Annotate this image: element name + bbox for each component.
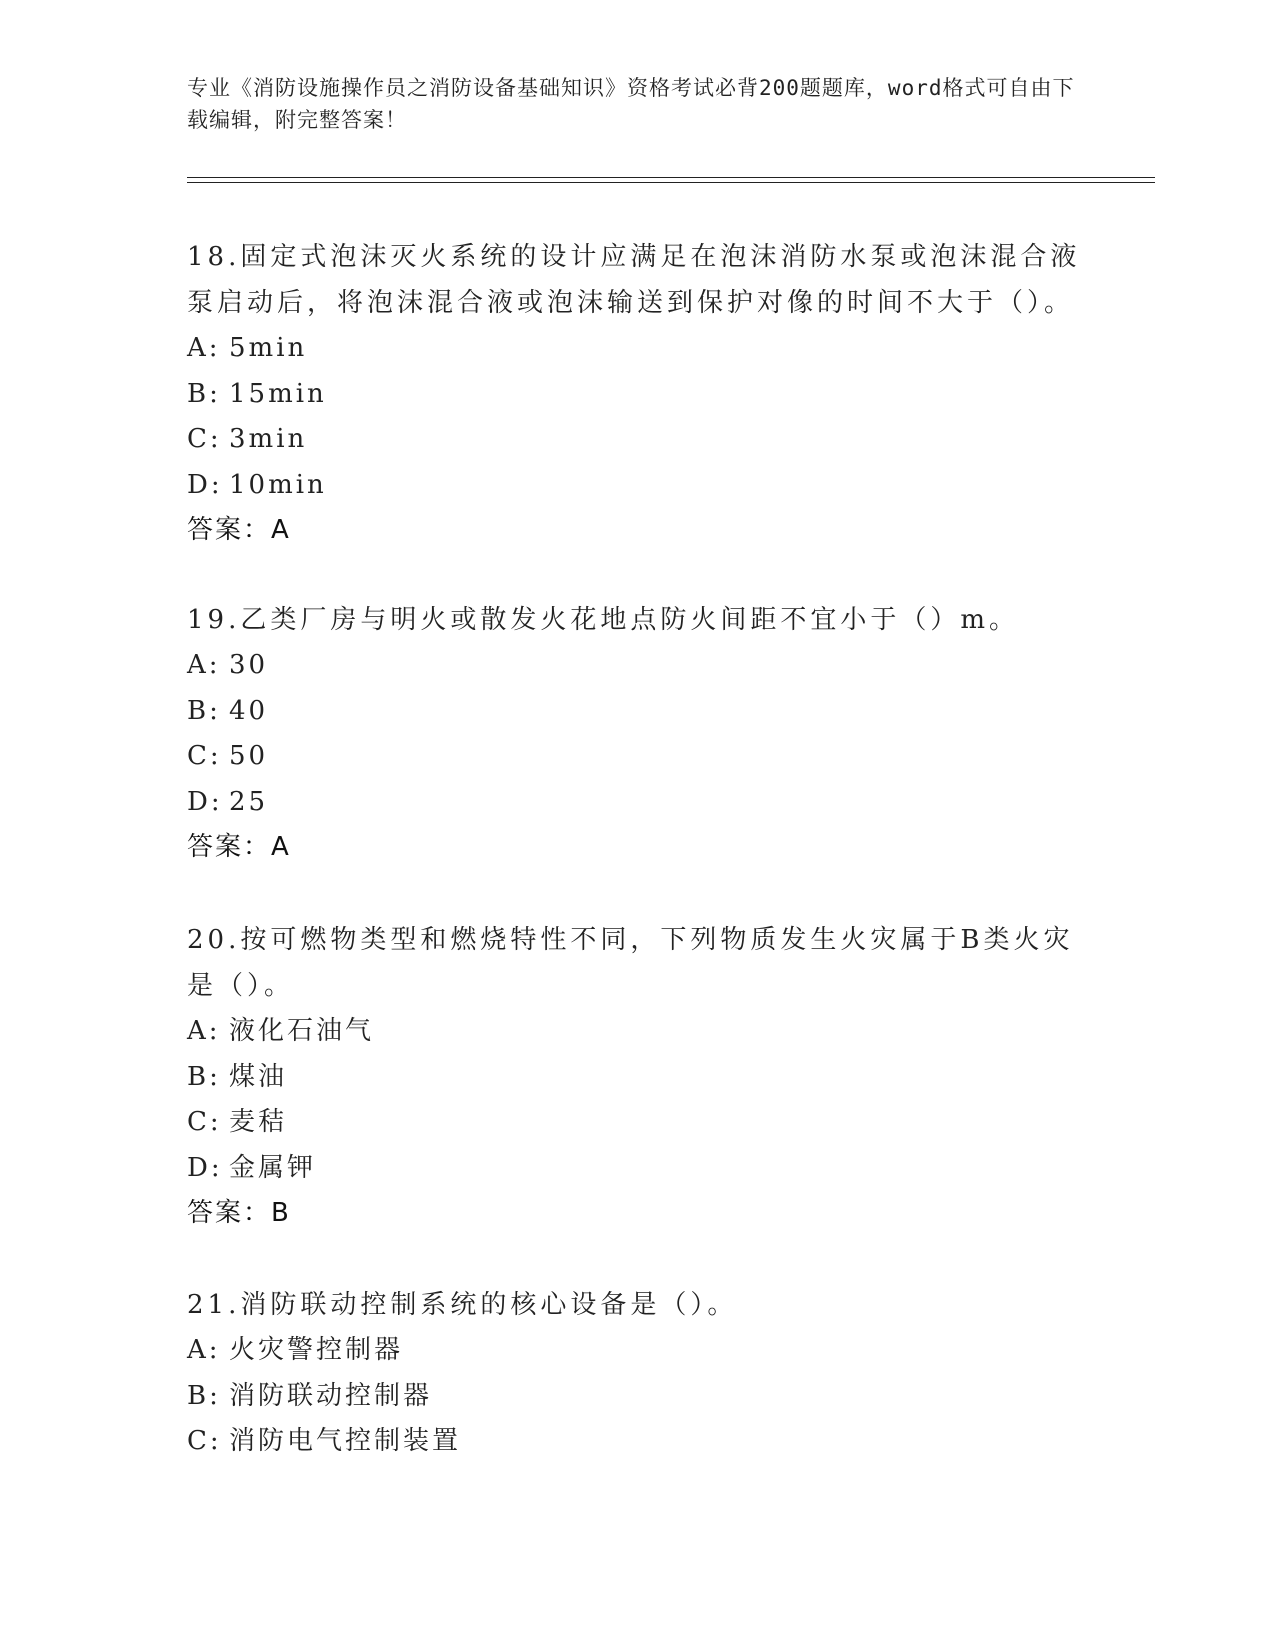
option-text: 50	[229, 741, 269, 771]
question-stem: 19.乙类厂房与明火或散发火花地点防火间距不宜小于（）m。	[187, 605, 1020, 635]
question-stem: 21.消防联动控制系统的核心设备是（）。	[187, 1290, 738, 1320]
option-text: 消防联动控制器	[229, 1380, 433, 1411]
option-d	[187, 1146, 1087, 1192]
question-stem: 20.按可燃物类型和燃烧特性不同，下列物质发生火灾属于B类火灾是（）。	[187, 925, 1074, 1001]
document-header: 专业《消防设施操作员之消防设备基础知识》资格考试必背200题题库，word格式可自由下载编辑，附完整答案！	[187, 76, 1075, 132]
option-b	[187, 689, 1087, 735]
option-text: 煤油	[229, 1061, 288, 1092]
option-text: 麦秸	[229, 1107, 288, 1137]
option-text: 40	[229, 695, 269, 726]
option-letter: A:	[187, 1016, 221, 1046]
option-d	[187, 780, 1087, 826]
question-18	[187, 234, 1087, 554]
question-20	[187, 917, 1087, 1237]
option-letter: C:	[187, 1426, 222, 1456]
option-letter: A:	[187, 333, 221, 363]
option-letter: C:	[187, 741, 222, 771]
option-letter: C:	[187, 424, 222, 454]
option-a	[187, 326, 1087, 372]
header-rule-top	[187, 177, 1155, 178]
option-text: 5min	[229, 333, 308, 363]
option-text: 3min	[229, 424, 308, 454]
option-text: 25	[229, 786, 269, 817]
option-letter: D:	[187, 469, 223, 500]
question-19	[187, 597, 1087, 871]
option-letter: A:	[187, 1335, 221, 1365]
option-letter: B:	[187, 1380, 221, 1411]
option-letter: B:	[187, 1061, 221, 1092]
option-c	[187, 417, 1087, 463]
option-c	[187, 734, 1087, 780]
option-text: 10min	[229, 469, 327, 500]
answer-line: 答案：A	[187, 515, 291, 545]
option-letter: B:	[187, 378, 221, 409]
option-text: 消防电气控制装置	[229, 1426, 462, 1456]
option-c	[187, 1100, 1087, 1146]
question-stem: 18.固定式泡沫灭火系统的设计应满足在泡沫消防水泵或泡沫混合液泵启动后，将泡沫混合液或泡沫输送到保护对像的时间不大于（）。	[187, 242, 1081, 318]
option-letter: C:	[187, 1107, 222, 1137]
answer-line: 答案：A	[187, 832, 291, 862]
option-b	[187, 1374, 1087, 1420]
option-d	[187, 463, 1087, 509]
option-letter: B:	[187, 695, 221, 726]
option-b	[187, 372, 1087, 418]
option-a	[187, 643, 1087, 689]
option-text: 金属钾	[229, 1152, 317, 1183]
option-a	[187, 1328, 1087, 1374]
option-letter: D:	[187, 786, 223, 817]
option-text: 15min	[229, 378, 327, 409]
option-b	[187, 1055, 1087, 1101]
option-a	[187, 1009, 1087, 1055]
option-text: 30	[229, 650, 269, 680]
option-text: 液化石油气	[229, 1016, 375, 1046]
answer-line: 答案：B	[187, 1198, 291, 1228]
header-rule-bottom	[187, 182, 1155, 183]
question-21	[187, 1282, 1087, 1465]
option-letter: A:	[187, 650, 221, 680]
option-c	[187, 1419, 1087, 1465]
option-letter: D:	[187, 1152, 223, 1183]
option-text: 火灾警控制器	[229, 1335, 404, 1365]
